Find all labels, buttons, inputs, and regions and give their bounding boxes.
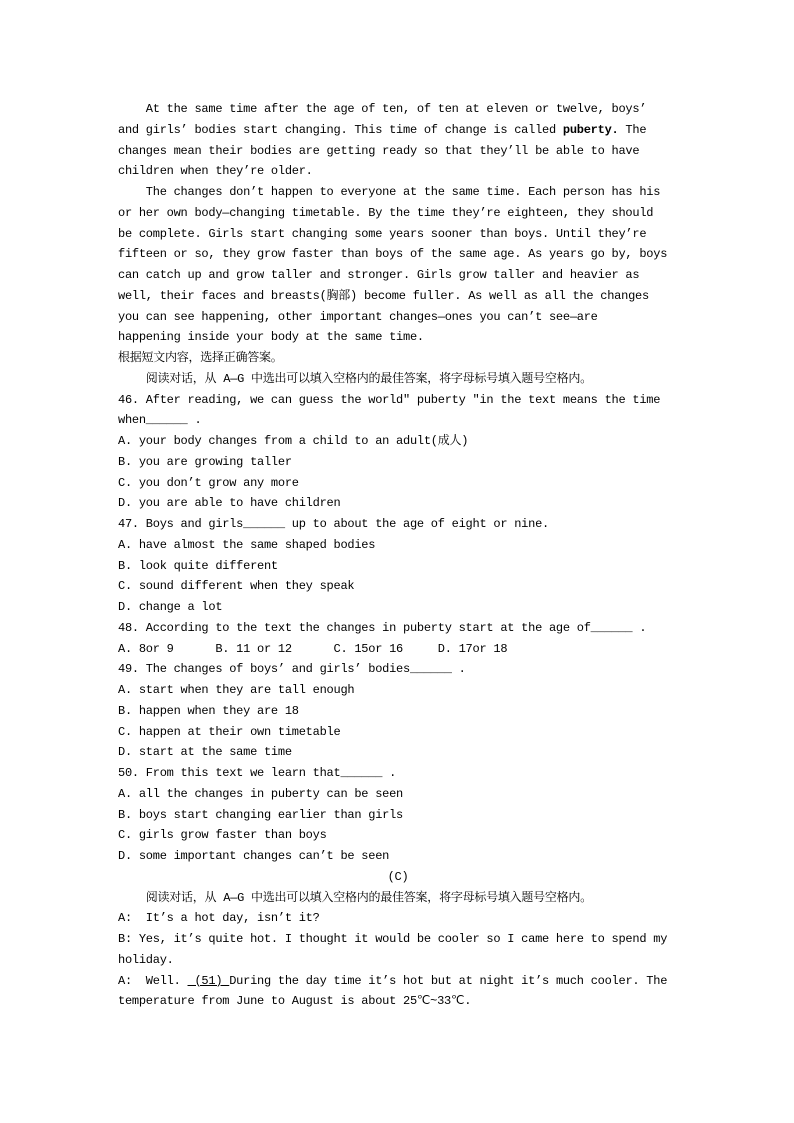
- text-line: temperature from June to August is about 25℃~33℃.: [118, 994, 472, 1009]
- reading-passage: [118, 99, 678, 348]
- question-46: [118, 390, 678, 515]
- question-49-stem: [118, 659, 678, 680]
- question-48: [118, 618, 678, 660]
- text-line: well, their faces and breasts(胸部) become fuller. As well as all the changes: [118, 288, 649, 303]
- section-instructions: [118, 348, 678, 390]
- text-line: 阅读对话，从 A—G 中选出可以填入空格内的最佳答案，将字母标号填入题号空格内。: [118, 890, 592, 905]
- text-line: A. have almost the same shaped bodies: [118, 537, 376, 552]
- text-line: B. you are growing taller: [118, 454, 292, 469]
- text-line: B. happen when they are 18: [118, 703, 299, 718]
- text-line: or her own body—changing timetable. By the time they’re eighteen, they should: [118, 205, 654, 220]
- question-49: [118, 659, 678, 763]
- text-line: C. you don’t grow any more: [118, 475, 299, 490]
- section-c-heading: (C): [387, 869, 409, 884]
- text-line: changes mean their bodies are getting ready so that they’ll be able to have: [118, 143, 640, 158]
- text-line: C. girls grow faster than boys: [118, 828, 327, 843]
- question-50: [118, 763, 678, 867]
- question-47-options: [118, 535, 678, 618]
- question-48-stem: [118, 618, 678, 639]
- text-line: A. your body changes from a child to an adult(成人): [118, 434, 469, 448]
- text-line: C. sound different when they speak: [118, 579, 355, 594]
- text-line: B. look quite different: [118, 558, 278, 573]
- text-line: fifteen or so, they grow faster than boys of the same age. As years go by, boys: [118, 247, 668, 262]
- text-line: The changes don’t happen to everyone at the same time. Each person has his: [118, 185, 661, 199]
- text-line: B. boys start changing earlier than girls: [118, 807, 403, 822]
- text-line: A. all the changes in puberty can be seen: [118, 786, 403, 801]
- text-line: [118, 120, 678, 141]
- text-line: D. change a lot: [118, 600, 223, 614]
- question-46-options: [118, 431, 678, 514]
- text-line: be complete. Girls start changing some years sooner than boys. Until they’re: [118, 226, 647, 241]
- passage-paragraph-1: [118, 99, 678, 182]
- text-line: D. start at the same time: [118, 745, 292, 760]
- question-47: [118, 514, 678, 618]
- text-line: holiday.: [118, 952, 174, 967]
- underlined-blank: (51): [187, 973, 230, 988]
- text-line: 根据短文内容，选择正确答案。: [118, 351, 283, 365]
- text-line: A. start when they are tall enough: [118, 683, 355, 697]
- text-line: 46. After reading, we can guess the world″ puberty ″in the text means the time: [118, 392, 661, 407]
- text-line: A. 8or 9 B. 11 or 12 C. 15or 16 D. 17or 18: [118, 641, 508, 656]
- bold-text: puberty.: [562, 122, 619, 137]
- text-segment: During the day time it’s hot but at night it’s much cooler. The: [229, 973, 668, 988]
- text-line: At the same time after the age of ten, of ten at eleven or twelve, boys’: [118, 102, 647, 116]
- question-50-stem: [118, 763, 678, 784]
- document-content: [118, 99, 678, 1012]
- text-segment: The: [618, 122, 647, 137]
- text-segment: A: Well.: [118, 973, 188, 988]
- question-49-options: [118, 680, 678, 763]
- text-line: [118, 971, 678, 992]
- text-line: D. you are able to have children: [118, 496, 341, 511]
- text-line: happening inside your body at the same time.: [118, 330, 424, 345]
- text-line: you can see happening, other important changes—ones you can’t see—are: [118, 309, 598, 324]
- text-line: can catch up and grow taller and stronger. Girls grow taller and heavier as: [118, 268, 640, 282]
- question-47-stem: [118, 514, 678, 535]
- text-line: B: Yes, it’s quite hot. I thought it would be cooler so I came here to spend my: [118, 932, 668, 946]
- text-line: when______ .: [118, 413, 202, 428]
- text-line: C. happen at their own timetable: [118, 724, 341, 739]
- question-46-stem: [118, 390, 678, 432]
- text-line: 48. According to the text the changes in puberty start at the age of______ .: [118, 620, 647, 635]
- text-line: 50. From this text we learn that______ .: [118, 766, 397, 780]
- text-segment: and girls’ bodies start changing. This time of change is called: [118, 122, 563, 137]
- text-line: 47. Boys and girls______ up to about the age of eight or nine.: [118, 517, 549, 531]
- question-48-options: [118, 639, 678, 660]
- passage-paragraph-2: [118, 182, 678, 348]
- text-line: D. some important changes can’t be seen: [118, 849, 390, 863]
- text-line: children when they’re older.: [118, 164, 313, 179]
- text-line: 49. The changes of boys’ and girls’ bodies______ .: [118, 662, 466, 677]
- text-line: A: It’s a hot day, isn’t it?: [118, 911, 320, 926]
- text-line: 阅读对话，从 A—G 中选出可以填入空格内的最佳答案，将字母标号填入题号空格内。: [118, 371, 592, 386]
- section-c-instruction: [118, 888, 678, 909]
- dialogue: [118, 908, 678, 1012]
- question-50-options: [118, 784, 678, 867]
